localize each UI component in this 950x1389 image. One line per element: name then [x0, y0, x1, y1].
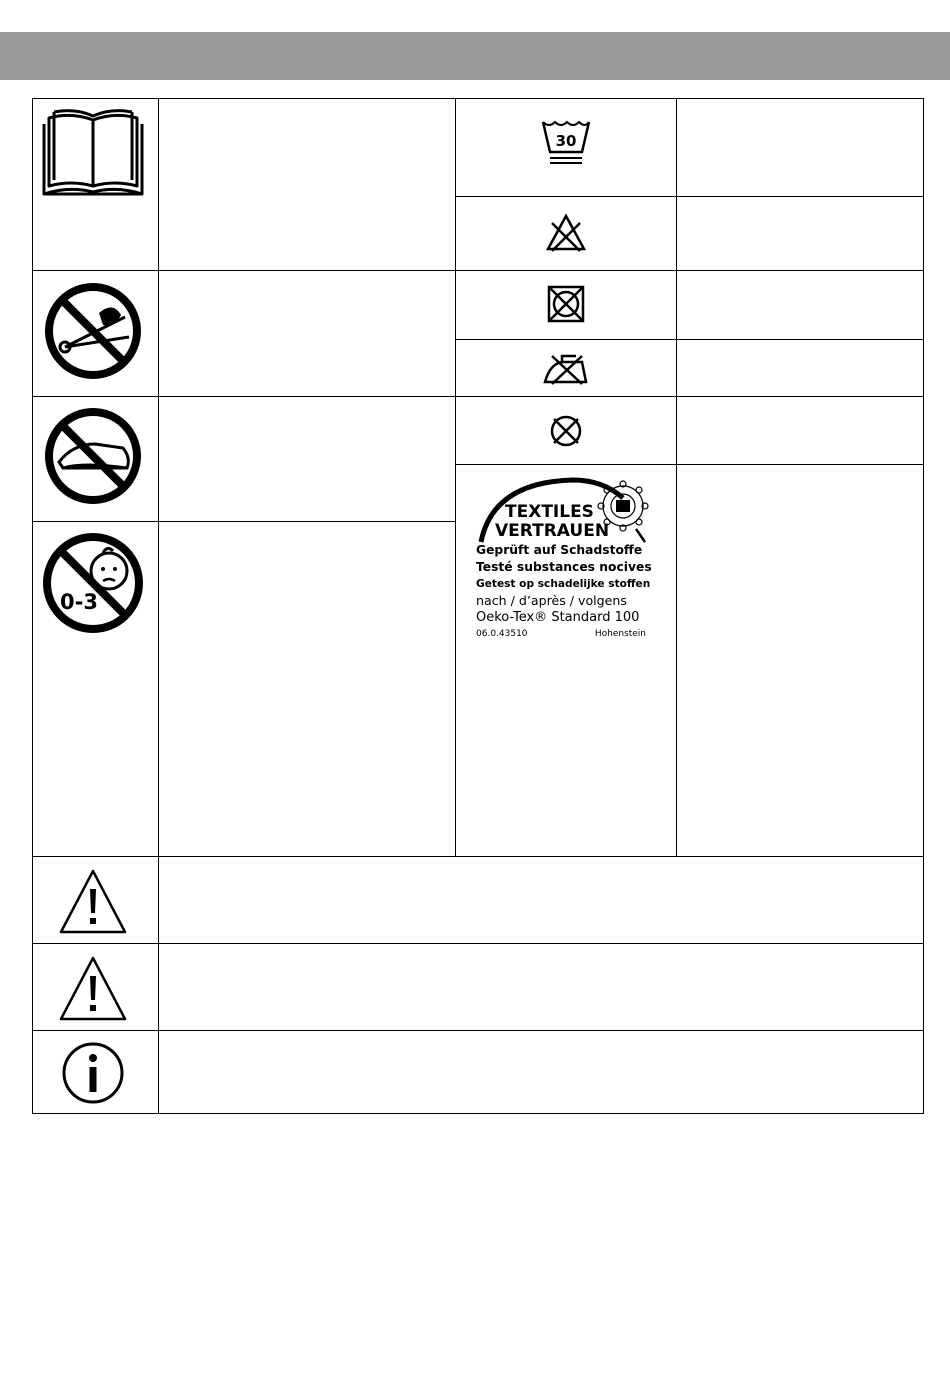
oeko-brand-line1: TEXTILES [505, 502, 594, 522]
cell-no-pins-text [158, 270, 456, 397]
oeko-standard: Oeko-Tex® Standard 100 [476, 610, 640, 625]
oeko-line-after: nach / d’après / volgens [476, 593, 627, 608]
wash-temperature: 30 [555, 132, 577, 150]
do-not-bleach-icon [455, 210, 677, 256]
cell-no-dryclean-text [676, 396, 924, 465]
symbol-table [32, 98, 924, 1114]
oeko-line-nl: Getest op schadelijke stoffen [476, 578, 651, 590]
header-bar [0, 32, 950, 80]
oeko-line-de: Geprüft auf Schadstoffe [476, 543, 643, 557]
do-not-iron-icon [455, 349, 677, 389]
cell-no-fold-text [158, 396, 456, 522]
open-book-icon [40, 106, 146, 196]
cell-wash-text [676, 98, 924, 197]
do-not-dry-clean-icon [455, 411, 677, 451]
oeko-line-fr: Testé substances nocives [476, 560, 652, 574]
oeko-cert-number: 06.0.43510 [476, 629, 528, 639]
cell-no-tumble-text [676, 270, 924, 340]
oeko-brand-line2: VERTRAUEN [495, 521, 610, 541]
do-not-tumble-dry-icon [455, 282, 677, 326]
oeko-institute: Hohenstein [594, 629, 646, 639]
oeko-tex-label [473, 474, 653, 646]
wash-30-degrees-icon [455, 116, 677, 170]
caution-triangle-icon [40, 953, 146, 1023]
cell-no-iron-text [676, 339, 924, 397]
cell-warning2-text [158, 943, 924, 1031]
age-label: 0-3 [60, 590, 98, 614]
no-folded-cloth-icon [40, 403, 146, 509]
not-for-children-0-3-icon [40, 530, 146, 636]
cell-info-text [158, 1030, 924, 1114]
cell-manual-text [158, 98, 456, 271]
cell-no-bleach-text [676, 196, 924, 271]
cell-age-text [158, 521, 456, 857]
cell-warning1-text [158, 856, 924, 944]
no-safety-pin-icon [40, 278, 146, 384]
cell-oeko-text [676, 464, 924, 857]
information-icon [40, 1040, 146, 1106]
warning-triangle-icon [40, 866, 146, 936]
